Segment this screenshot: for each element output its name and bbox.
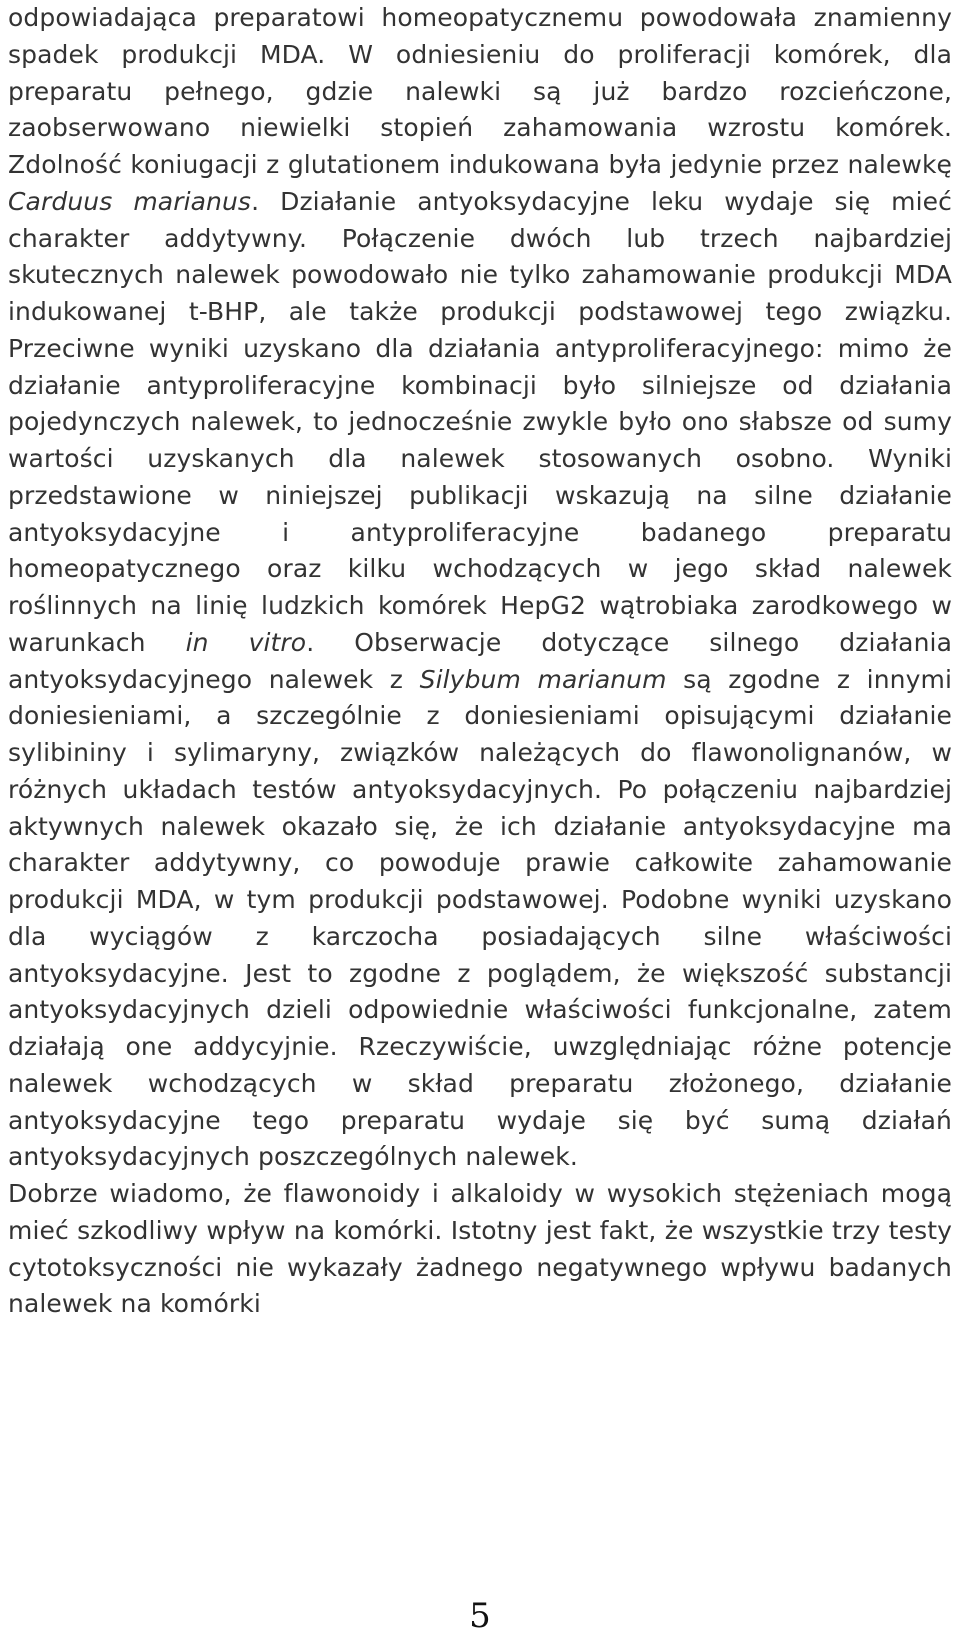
species-name: Carduus marianus <box>8 186 252 216</box>
text-run: . Działanie antyoksydacyjne leku wydaje się mieć charakter addytywny. Połączenie dwóch lub trzech najbardziej skutecznych nalewek powodowało nie tylko zahamowanie produkcji MDA indukowanej t-BHP, ale także produkcji podstawowej tego związku. Przeciwne wyniki uzyskano dla działania antyproliferacyjnego: mimo że działanie antyproliferacyjne kombinacji było silniejsze od działania pojedynczych nalewek, to jednocześnie zwykle było ono słabsze od sumy wartości uzyskanych dla nalewek stosowanych osobno. Wyniki przedstawione w niniejszej publikacji wskazują na silne działanie antyoksydacyjne i antyproliferacyjne badanego preparatu homeopatycznego oraz kilku wchodzących w jego skład nalewek roślinnych na linię ludzkich komórek HepG2 wątrobiaka zarodkowego w warunkach <box>8 186 952 657</box>
paragraph-2: Dobrze wiadomo, że flawonoidy i alkaloidy w wysokich stężeniach mogą mieć szkodliwy wpływ na komórki. Istotny jest fakt, że wszystkie trzy testy cytotoksyczności nie wykazały żadnego negatywnego wpływu badanych nalewek na komórki <box>8 1179 952 1319</box>
document-page <box>8 0 952 1643</box>
text-run: odpowiadająca preparatowi homeopatycznemu powodowała znamienny spadek produkcji MDA. W odniesieniu do proliferacji komórek, dla preparatu pełnego, gdzie nalewki są już bardzo rozcieńczone, zaobserwowano niewielki stopień zahamowania wzrostu komórek. Zdolność koniugacji z glutationem indukowana była jedynie przez nalewkę <box>8 3 952 179</box>
text-run: . Obserwacje dotyczące silnego działania antyoksydacyjnego nalewek z <box>8 627 952 694</box>
page-number: 5 <box>469 1596 491 1636</box>
latin-term: in vitro <box>185 627 307 657</box>
text-run: są zgodne z innymi doniesieniami, a szczególnie z doniesieniami opisującymi działanie sylibininy i sylimaryny, związków należących do flawonolignanów, w różnych układach testów antyoksydacyjnych. Po połączeniu najbardziej aktywnych nalewek okazało się, że ich działanie antyoksydacyjne ma charakter addytywny, co powoduje prawie całkowite zahamowanie produkcji MDA, w tym produkcji podstawowej. Podobne wyniki uzyskano dla wyciągów z karczocha posiadających silne właściwości antyoksydacyjne. Jest to zgodne z poglądem, że większość substancji antyoksydacyjnych dzieli odpowiednie właściwości funkcjonalne, zatem działają one addycyjnie. Rzeczywiście, uwzględniając różne potencje nalewek wchodzących w skład preparatu złożonego, działanie antyoksydacyjne tego preparatu wydaje się być sumą działań antyoksydacyjnych poszczególnych nalewek. <box>8 664 952 1172</box>
paragraph-1 <box>8 0 952 1176</box>
body-text <box>8 0 952 1323</box>
species-name: Silybum marianum <box>419 664 667 694</box>
